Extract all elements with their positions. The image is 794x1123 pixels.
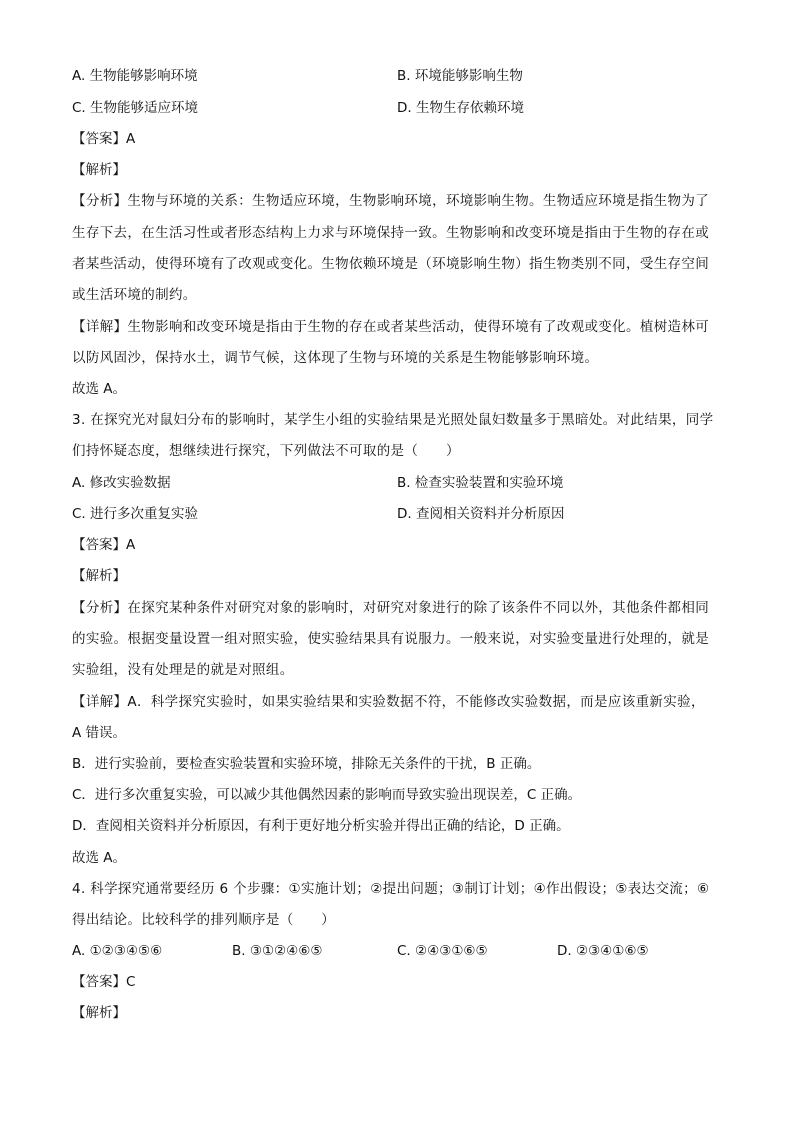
q3-detail-line: C．进行多次重复实验，可以减少其他偶然因素的影响而导致实验出现误差，C 正确。 <box>72 787 582 803</box>
q3-analysis-line: 的实验。根据变量设置一组对照实验，使实验结果具有说服力。一般来说，对实验变量进行处理的，就是 <box>72 631 710 647</box>
q2-option-b: B. 环境能够影响生物 <box>397 68 523 84</box>
q2-option-a: A. 生物能够影响环境 <box>72 68 198 84</box>
q3-detail-line: 【详解】A．科学探究实验时，如果实验结果和实验数据不符，不能修改实验数据，而是应该重新实验， <box>72 694 705 710</box>
q3-detail-line: B．进行实验前，要检查实验装置和实验环境，排除无关条件的干扰，B 正确。 <box>72 756 541 772</box>
q2-analysis-line: 生存下去，在生活习性或者形态结构上力求与环境保持一致。生物影响和改变环境是指由于生物的存在或 <box>72 225 710 241</box>
q3-stem-line: 们持怀疑态度，想继续进行探究，下列做法不可取的是（ ） <box>72 443 460 459</box>
q3-answer: 【答案】A <box>72 537 136 553</box>
q2-analysis-line: 者某些活动，使得环境有了改观或变化。生物依赖环境是（环境影响生物）指生物类别不同，受生存空间 <box>72 256 710 272</box>
q2-analysis-line: 【分析】生物与环境的关系：生物适应环境，生物影响环境，环境影响生物。生物适应环境是指生物为了 <box>72 193 710 209</box>
q2-detail-line: 以防风固沙，保持水土，调节气候，这体现了生物与环境的关系是生物能够影响环境。 <box>72 350 599 366</box>
q3-option-c: C. 进行多次重复实验 <box>72 506 199 522</box>
q4-option-b: B. ③①②④⑥⑤ <box>232 943 323 959</box>
q3-option-d: D. 查阅相关资料并分析原因 <box>397 506 565 522</box>
q4-answer: 【答案】C <box>72 974 136 990</box>
q2-answer: 【答案】A <box>72 131 136 147</box>
q2-detail-line: 【详解】生物影响和改变环境是指由于生物的存在或者某些活动，使得环境有了改观或变化。植树造林可 <box>72 319 710 335</box>
q2-analysis-label: 【解析】 <box>72 162 126 178</box>
q3-analysis-line: 【分析】在探究某种条件对研究对象的影响时，对研究对象进行的除了该条件不同以外，其他条件都相同 <box>72 600 710 616</box>
q3-analysis-label: 【解析】 <box>72 568 126 584</box>
q4-option-c: C. ②④③①⑥⑤ <box>397 943 488 959</box>
q3-option-b: B. 检查实验装置和实验环境 <box>397 475 564 491</box>
q4-option-a: A. ①②③④⑤⑥ <box>72 943 163 959</box>
q4-stem-line: 4. 科学探究通常要经历 6 个步骤：①实施计划；②提出问题；③制订计划；④作出假设；⑤表达交流；⑥ <box>72 881 710 897</box>
q2-option-c: C. 生物能够适应环境 <box>72 100 199 116</box>
q3-detail-line: D．查阅相关资料并分析原因，有利于更好地分析实验并得出正确的结论，D 正确。 <box>72 818 570 834</box>
q3-option-a: A. 修改实验数据 <box>72 475 171 491</box>
q4-analysis-label: 【解析】 <box>72 1005 126 1021</box>
q4-option-d: D. ②③④①⑥⑤ <box>557 943 649 959</box>
q3-conclusion: 故选 A。 <box>72 850 127 866</box>
q3-detail-line: A 错误。 <box>72 725 127 741</box>
q4-stem-line: 得出结论。比较科学的排列顺序是（ ） <box>72 912 336 928</box>
q2-option-d: D. 生物生存依赖环境 <box>397 100 524 116</box>
q3-analysis-line: 实验组，没有处理是的就是对照组。 <box>72 662 294 678</box>
q2-conclusion: 故选 A。 <box>72 381 127 397</box>
q3-stem-line: 3. 在探究光对鼠妇分布的影响时，某学生小组的实验结果是光照处鼠妇数量多于黑暗处。对此结果，同学 <box>72 412 714 428</box>
q2-analysis-line: 或生活环境的制约。 <box>72 287 197 303</box>
